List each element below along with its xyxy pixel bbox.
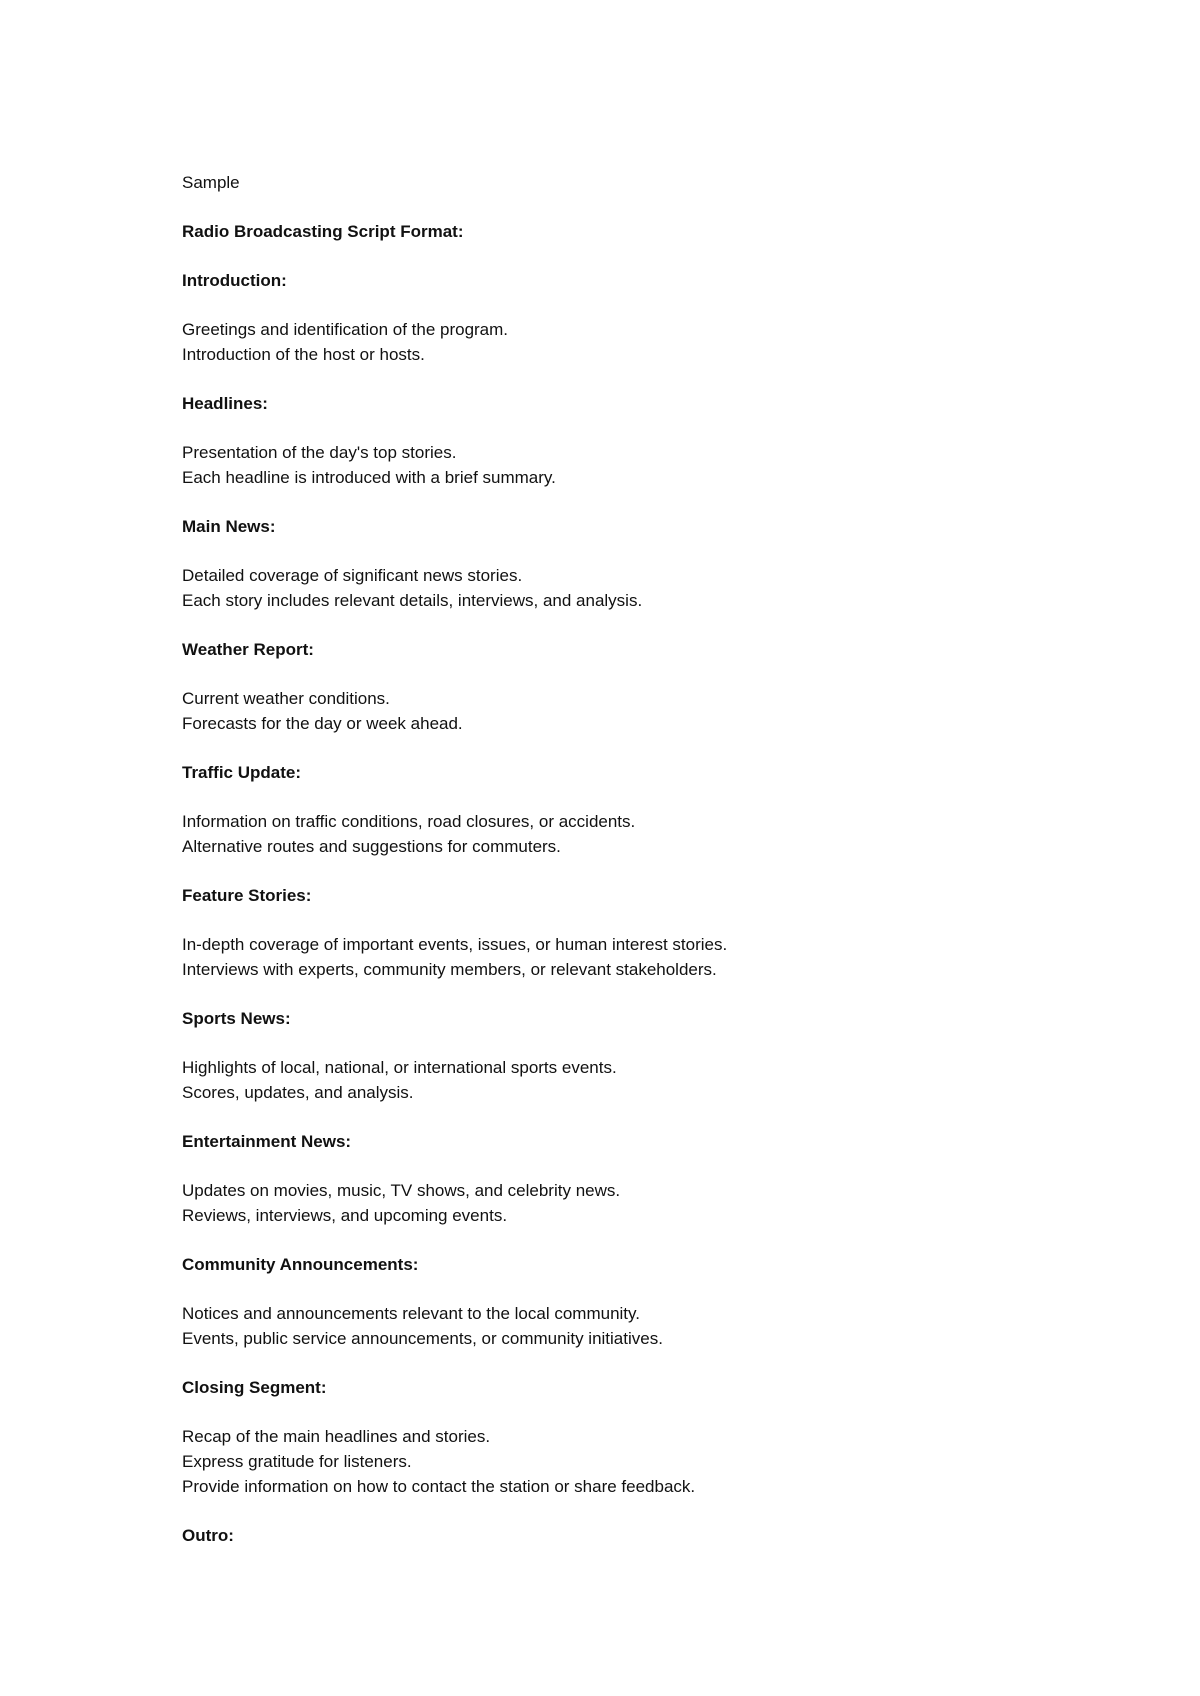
section-line: Each story includes relevant details, interviews, and analysis. [182,591,643,610]
section-line: Information on traffic conditions, road closures, or accidents. [182,812,636,831]
section-line: Provide information on how to contact the station or share feedback. [182,1477,696,1496]
section-line: Alternative routes and suggestions for commuters. [182,837,561,856]
section-line: Each headline is introduced with a brief summary. [182,468,556,487]
section-line: Presentation of the day's top stories. [182,443,457,462]
section-heading-headlines: Headlines: [182,394,268,413]
document-body [182,170,1082,1548]
section-line: Greetings and identification of the program. [182,320,509,339]
section-line: Introduction of the host or hosts. [182,345,425,364]
section-line: Reviews, interviews, and upcoming events. [182,1206,508,1225]
document-label: Sample [182,173,240,192]
section-line: Updates on movies, music, TV shows, and celebrity news. [182,1181,621,1200]
section-line: Notices and announcements relevant to the local community. [182,1304,640,1323]
section-line: Interviews with experts, community members, or relevant stakeholders. [182,960,717,979]
section-line: In-depth coverage of important events, issues, or human interest stories. [182,935,728,954]
section-heading-traffic-update: Traffic Update: [182,763,302,782]
document-title: Radio Broadcasting Script Format: [182,222,464,241]
section-line: Recap of the main headlines and stories. [182,1427,491,1446]
section-line: Highlights of local, national, or international sports events. [182,1058,617,1077]
section-line: Scores, updates, and analysis. [182,1083,414,1102]
section-heading-weather-report: Weather Report: [182,640,314,659]
section-heading-outro: Outro: [182,1526,234,1545]
section-line: Express gratitude for listeners. [182,1452,412,1471]
section-line: Current weather conditions. [182,689,390,708]
section-heading-introduction: Introduction: [182,271,287,290]
section-heading-main-news: Main News: [182,517,276,536]
section-heading-sports-news: Sports News: [182,1009,291,1028]
section-heading-feature-stories: Feature Stories: [182,886,312,905]
section-line: Forecasts for the day or week ahead. [182,714,463,733]
section-heading-entertainment-news: Entertainment News: [182,1132,352,1151]
section-heading-community-announcements: Community Announcements: [182,1255,419,1274]
section-heading-closing-segment: Closing Segment: [182,1378,327,1397]
section-line: Detailed coverage of significant news stories. [182,566,523,585]
section-line: Events, public service announcements, or community initiatives. [182,1329,663,1348]
